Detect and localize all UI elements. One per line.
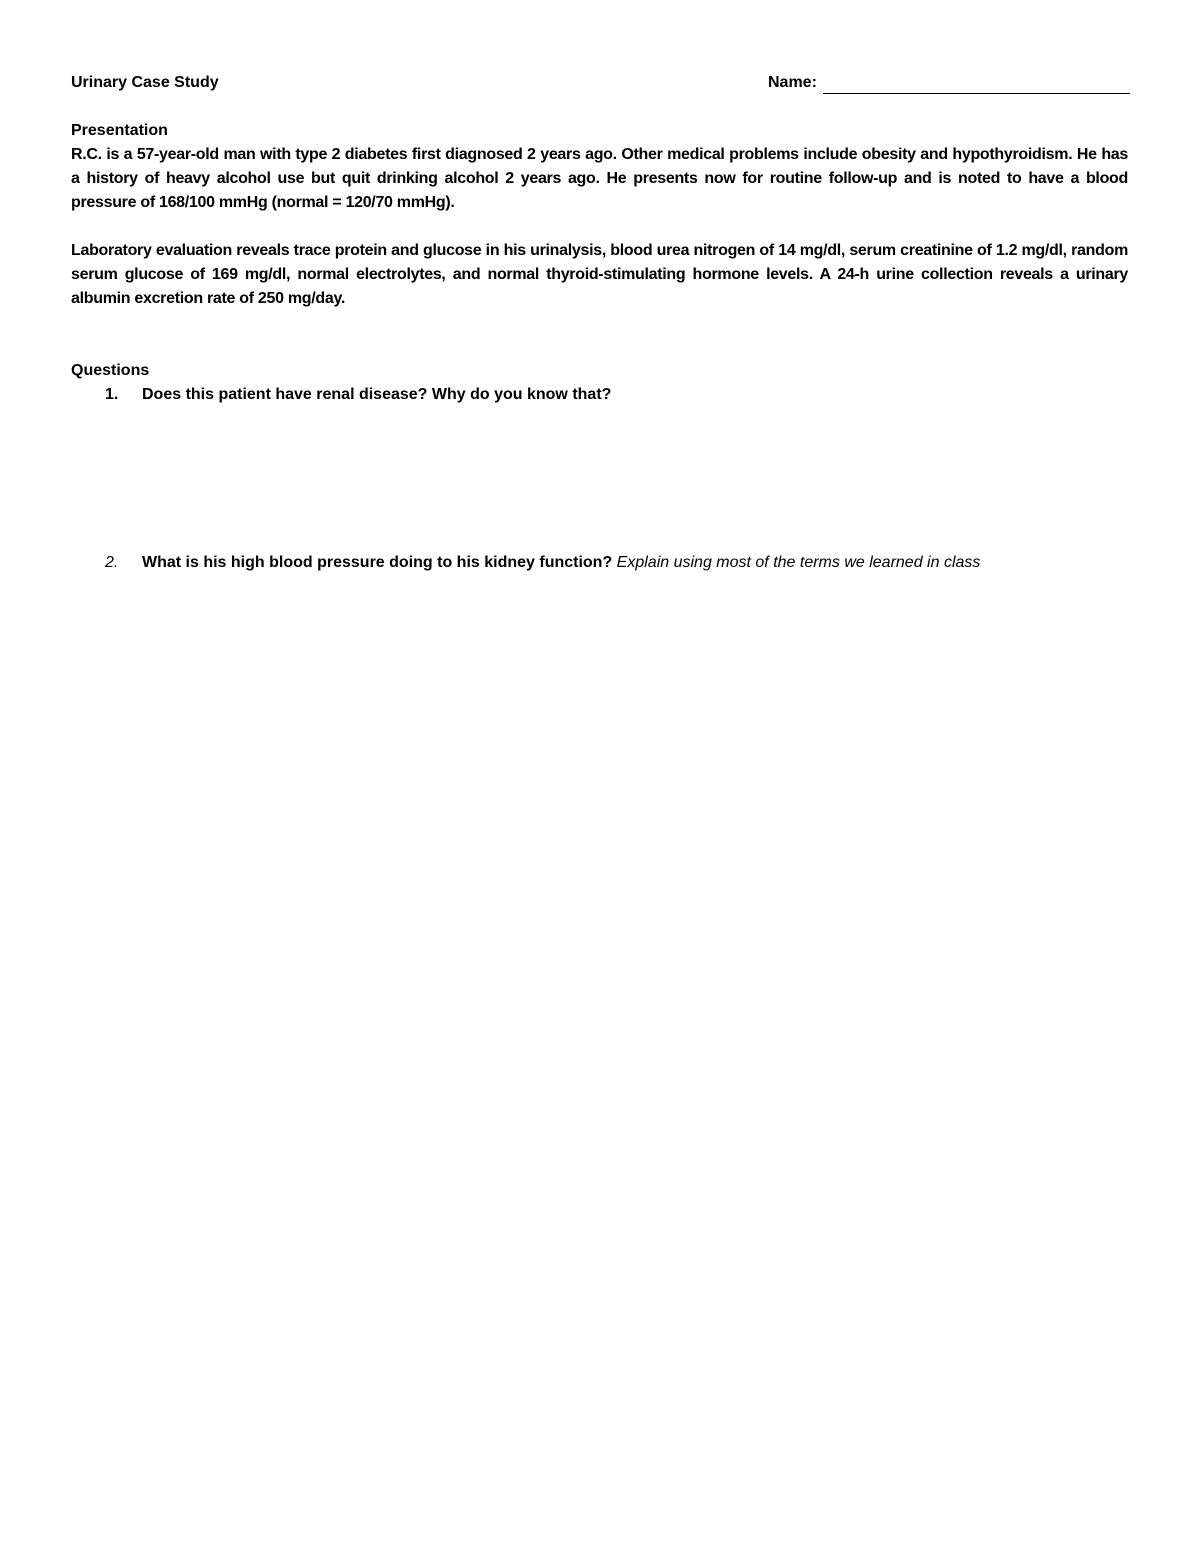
presentation-heading: Presentation (71, 122, 168, 139)
presentation-paragraph: R.C. is a 57-year-old man with type 2 diabetes first diagnosed 2 years ago. Other medical problems include obesity and hypothyroidism. He has a history of heavy alcohol use but quit drinking alcohol 2 years ago. He presents now for routine follow-up and is noted to have a blood pressure of 168/100 mmHg (normal = 120/70 mmHg). (71, 146, 1128, 211)
question-1 (105, 384, 1105, 406)
name-label: Name: (768, 74, 817, 91)
question-2 (105, 552, 1155, 574)
document-title: Urinary Case Study (71, 74, 219, 91)
question-number: 1. (105, 386, 119, 403)
name-field[interactable] (768, 72, 1130, 94)
question-instruction: Explain using most of the terms we learned in class (616, 554, 981, 571)
question-text: Does this patient have renal disease? Why do you know that? (142, 386, 612, 403)
question-text: What is his high blood pressure doing to his kidney function? (142, 554, 617, 571)
name-blank-line[interactable] (823, 77, 1130, 94)
questions-heading: Questions (71, 362, 150, 379)
question-number: 2. (105, 554, 119, 571)
lab-evaluation-paragraph: Laboratory evaluation reveals trace protein and glucose in his urinalysis, blood urea nitrogen of 14 mg/dl, serum creatinine of 1.2 mg/dl, random serum glucose of 169 mg/dl, normal electrolytes, and normal thyroid-stimulating hormone levels. A 24-h urine collection reveals a urinary albumin excretion rate of 250 mg/day. (71, 242, 1128, 307)
